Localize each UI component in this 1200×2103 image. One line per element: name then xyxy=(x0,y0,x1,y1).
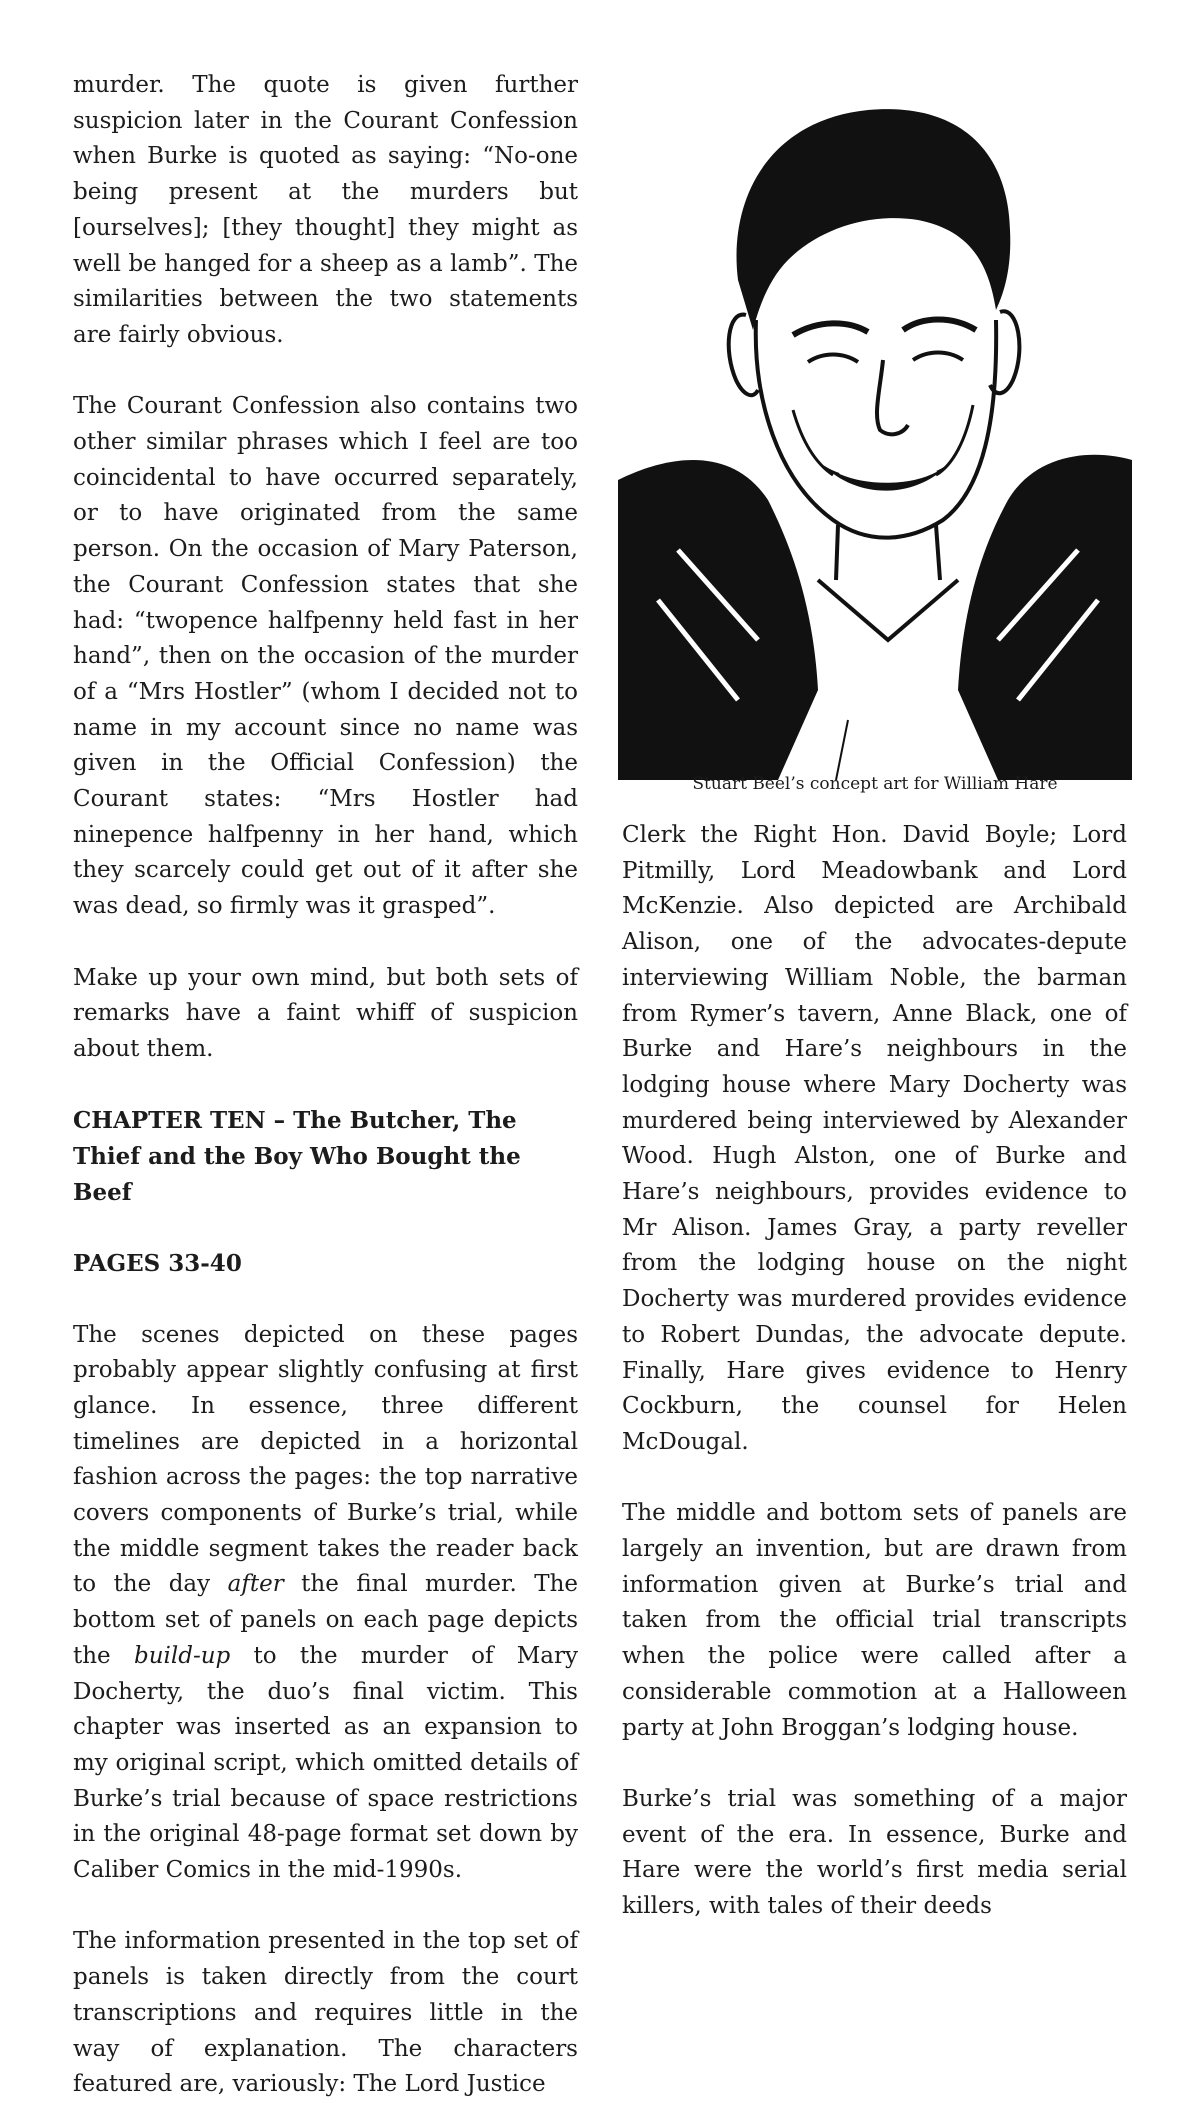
portrait-left-eye xyxy=(808,355,858,363)
paragraph-similar-phrases: The Courant Confession also contains two other similar phrases which I feel are too coincidental to have occurred separately, or to have originated from the same person. On the occasion of Mary Paterson, the Courant Confession states that she had: “twopence halfpenny held fast in her hand”, then on the occasion of the murder of a “Mrs Hostler” (whom I decided not to name in my account since no name was given in the Official Confession) the Courant states: “Mrs Hostler had ninepence halfpenny in her hand, which they scarcely could get out of it after she was dead, so firmly was it grasped”. xyxy=(73,393,578,920)
portrait-neck xyxy=(836,525,940,580)
pages-heading: PAGES 33-40 xyxy=(73,1250,242,1278)
william-hare-portrait xyxy=(618,80,1132,782)
portrait-coat-left xyxy=(618,460,818,780)
paragraph-courant-quote: murder. The quote is given further suspicion later in the Courant Confession when Burke is quoted as saying: “No-one being present at the murders but [ourselves]; [they thought] they might as well be hanged for a sheep as a lamb”. The similarities between the two statements are fairly obvious. xyxy=(73,72,578,348)
text-segment: to the murder of Mary Docherty, the duo’s final victim. This chapter was inserted as an expansion to my original script, which omitted details of Burke’s trial because of space restrictions in the original 48-page format set down by Caliber Comics in the mid-1990s. xyxy=(73,1642,579,1884)
portrait-cheek-lines xyxy=(793,405,973,475)
paragraph-make-up-mind: Make up your own mind, but both sets of remarks have a faint whiff of suspicion about them. xyxy=(73,964,578,1062)
paragraph-top-panels: The information presented in the top set of panels is taken directly from the court transcriptions and requires little in the way of explanation. The characters featured are, variously: The Lord Justice xyxy=(73,1928,578,2098)
text-segment: The scenes depicted on these pages probably appear slightly confusing at first glance. In essence, three different timelines are depicted in a horizontal fashion across the pages: the top narrative covers components of Burke’s trial, while the middle segment takes the reader back to the day xyxy=(73,1321,578,1598)
text-segment: the final murder. The bottom set of panels on each page depicts the xyxy=(73,1571,578,1669)
emphasis-build-up: build-up xyxy=(133,1642,231,1669)
portrait-right-eye xyxy=(913,353,963,361)
portrait-collar xyxy=(818,580,958,640)
chapter-heading: CHAPTER TEN – The Butcher, The Thief and the Boy Who Bought the Beef xyxy=(73,1107,521,1206)
portrait-grin xyxy=(823,460,953,491)
portrait-coat-right xyxy=(958,455,1132,780)
paragraph-burke-trial: Burke’s trial was something of a major event of the era. In essence, Burke and Hare were the world’s first media serial killers, with tales of their deeds xyxy=(622,1785,1127,1920)
left-column xyxy=(73,68,578,2103)
portrait-left-brow xyxy=(793,323,868,335)
figure-caption: Stuart Beel’s concept art for William Hare xyxy=(692,774,1058,794)
portrait-leader-line xyxy=(836,720,848,780)
paragraph-scenes-depicted xyxy=(73,1318,578,1889)
right-column xyxy=(622,818,1127,1925)
portrait-right-brow xyxy=(903,320,976,331)
emphasis-after: after xyxy=(227,1571,284,1598)
portrait-nose xyxy=(877,360,908,434)
paragraph-middle-bottom-panels: The middle and bottom sets of panels are largely an invention, but are drawn from information given at Burke’s trial and taken from the official trial transcripts when the police were called after a considerable commotion at a Halloween party at John Broggan’s lodging house. xyxy=(622,1500,1127,1741)
paragraph-characters: Clerk the Right Hon. David Boyle; Lord Pitmilly, Lord Meadowbank and Lord McKenzie. Also depicted are Archibald Alison, one of the advocates-depute interviewing William Noble, the barman from Rymer’s tavern, Anne Black, one of Burke and Hare’s neighbours in the lodging house where Mary Docherty was murdered being interviewed by Alexander Wood. Hugh Alston, one of Burke and Hare’s neighbours, provides evidence to Mr Alison. James Gray, a party reveller from the lodging house on the night Docherty was murdered provides evidence to Robert Dundas, the advocate depute. Finally, Hare gives evidence to Henry Cockburn, the counsel for Helen McDougal. xyxy=(622,822,1127,1455)
portrait-hair xyxy=(737,109,1011,330)
portrait-face-outline xyxy=(756,320,996,538)
